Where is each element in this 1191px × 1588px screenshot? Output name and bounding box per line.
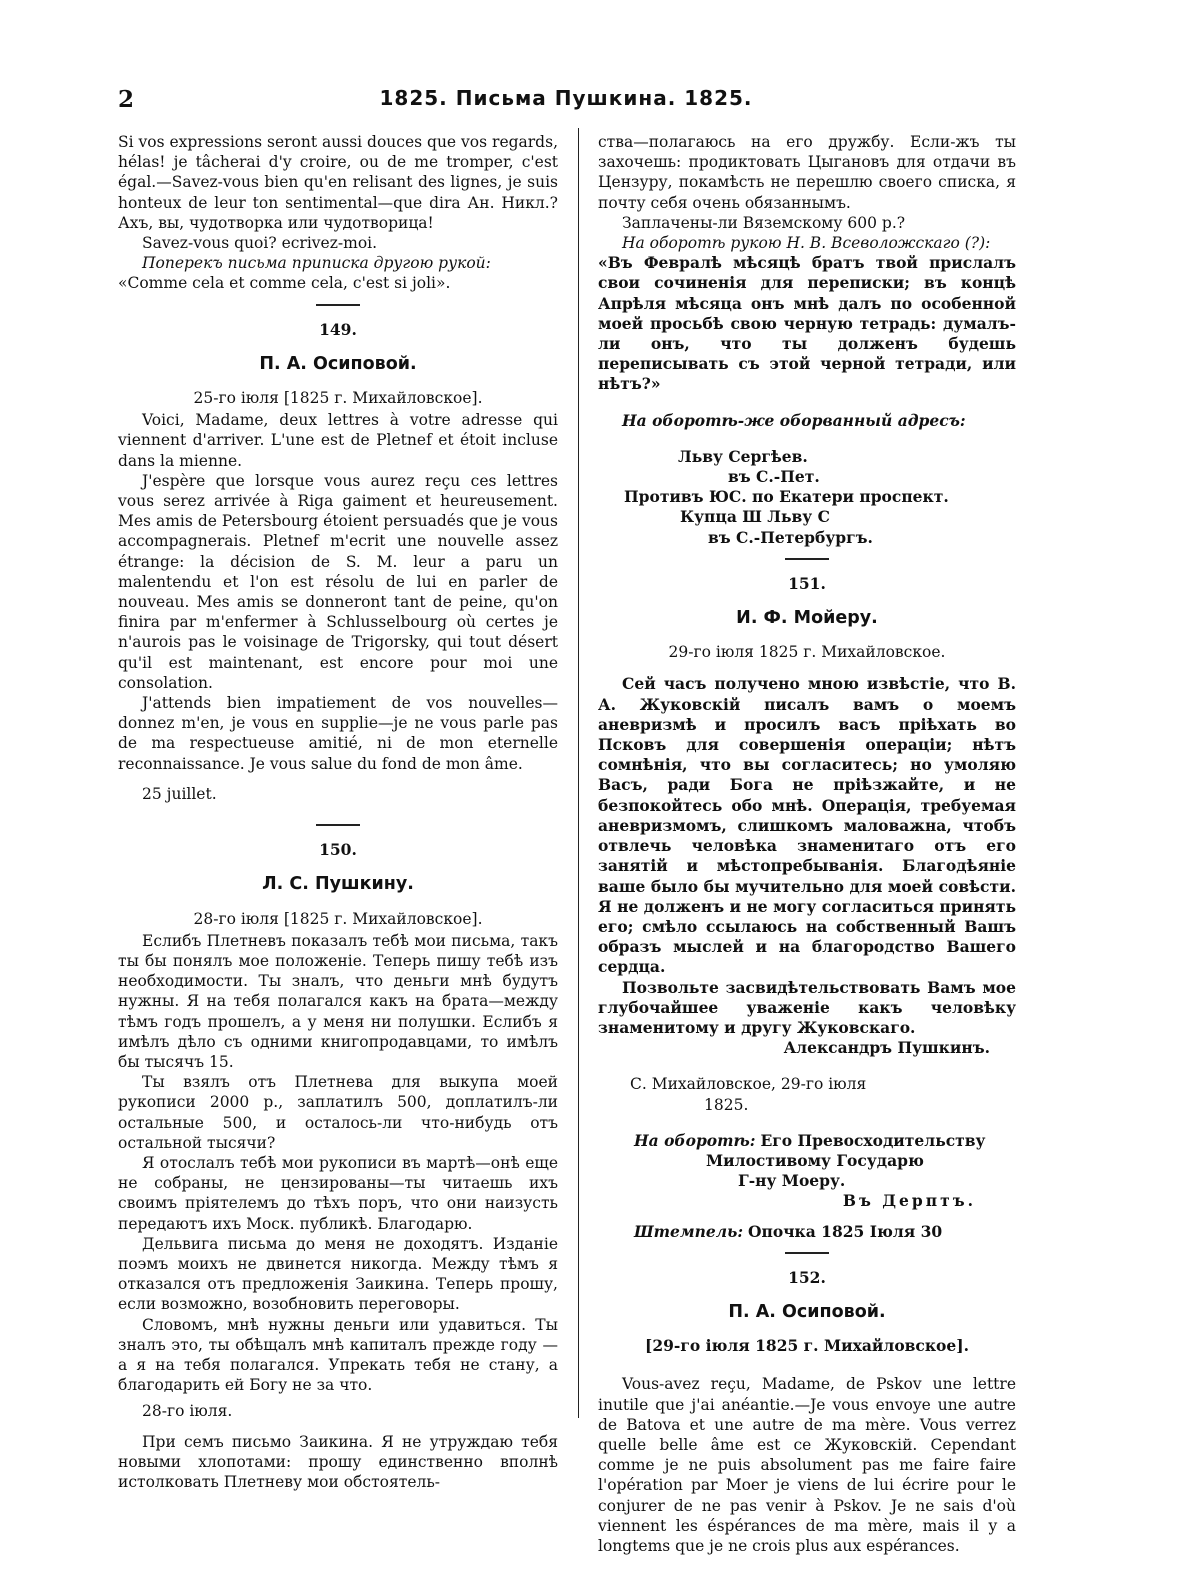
address-line: въ С.-Петербургъ. [708,527,873,547]
letter-date: 29-го іюля 1825 г. Михайловское. [668,643,946,662]
section-rule [316,304,360,306]
paragraph: При семъ письмо Заикина. Я не утруждаю тебя новыми хлопотами: прошу единственно вполнѣ истолковать Плетневу мои обстоятель- [118,1432,558,1491]
signature: Александръ Пушкинъ. [783,1038,990,1058]
paragraph: Еслибъ Плетневъ показалъ тебѣ мои письма, такъ ты бы понялъ мое положеніе. Теперь пишу тебѣ изъ необходимости. Ты зналъ, что деньги мнѣ будутъ нужны. Я на тебя полагался какъ на брата—между тѣмъ годъ прошелъ, а у меня ни полушки. Еслибъ я имѣлъ дѣло съ одними книгопродавцами, то имѣлъ бы тысячъ 15. [118,931,558,1071]
paragraph: J'espère que lorsque vous aurez reçu ces lettres vous serez arrivée à Riga gaiment et heureusement. Mes amis de Petersbourg étoient persuadés que je vous accompagnerais. Pletnef m'ecrit une nouvelle assez étrange: la décision de S. M. leur a paru un malentendu et l'on est résolu de lui en parler de nouveau. Mes amis se donneront tant de peine, qu'on finira par m'enfermer à Schlusselbourg où certes je n'aurois pas le voisinage de Trigorsky, qui tout désert qu'il est maintenant, est encore pour moi une consolation. [118,471,558,692]
letter-recipient: Л. С. Пушкину. [262,874,414,895]
note-label: На оборотѣ рукою Н. В. Всеволожскаго (?): [622,234,991,253]
letter-number: 152. [788,1267,826,1287]
place-date: 1825. [704,1095,749,1114]
reverse-line: Милостивому Государю [706,1150,924,1170]
section-rule [316,824,360,826]
address-line: Противъ ЮС. по Екатери проспект. [624,487,949,507]
section-rule [785,1252,829,1254]
letter-date: [29-го іюля 1825 г. Михайловское]. [645,1336,969,1356]
continued-text: ства—полагаюсь на его дружбу. Если-жъ ты захочешь: продиктовать Цыгановъ для отдачи въ Цензуру, покамѣсть не перешлю своего списка, я почту себя очень обязаннымъ. [598,133,1016,212]
right-column [598,132,1016,1556]
column-divider [578,128,579,1418]
letter-date: 28-го іюля [1825 г. Михайловское]. [193,909,483,928]
reverse-line: Его Превосходительству [760,1130,986,1150]
postscript-text: «Comme cela et comme cela, c'est si joli». [118,274,451,293]
stamp-text: Опочка 1825 Іюля 30 [748,1221,943,1241]
place-date: С. Михайловское, 29-го іюля [630,1075,867,1094]
address-label: На оборотѣ-же оборванный адресъ: [622,410,966,430]
paragraph: Я отослалъ тебѣ мои рукописи въ мартѣ—онѣ еще не собраны, не цензированы—ты читаешь ихъ своимъ пріятелемъ до тѣхъ поръ, что они наизусть передаютъ ихъ Моск. публикѣ. Благодарю. [118,1153,558,1233]
address-line: въ С.-Пет. [728,467,820,487]
letter-recipient: И. Ф. Мойеру. [736,608,878,629]
torn-address [598,447,1016,548]
address-line: Купца Ш Льву С [680,507,830,527]
stamp-label: Штемпель: [634,1221,744,1241]
reverse-label: На оборотѣ: [634,1130,756,1150]
paragraph: Vous-avez reçu, Madame, de Pskov une lettre inutile que j'ai anéantie.—Je vous envoye une autre de Batova et une autre de ma mère. Vous verrez quelle belle âme est ce Жуковскій. Cependant comme je ne puis absolument pas me faire faire l'opération par Moer je viens de lui écrire pour le conjurer de ne pas venir à Pskov. Je ne sais d'où viennent les éspérances de ma mère, mais il y a longtems que je ne crois plus aux espérances. [598,1375,1016,1555]
paragraph: Ты взялъ отъ Плетнева для выкупа моей рукописи 2000 р., заплатилъ 500, доплатилъ-ли остальные 500, и осталось-ли что-нибудь отъ остальной тысячи? [118,1073,558,1152]
running-header [118,86,1014,116]
postscript-label: Поперекъ письма приписка другою рукой: [142,254,491,273]
closing-date: 28-го іюля. [142,1402,233,1421]
paragraph: Позвольте засвидѣтельствовать Вамъ мое глубочайшее уваженіе какъ человѣку знаменитому и другу Жуковскаго. [598,977,1016,1037]
letter-number: 150. [319,840,357,860]
page-number: 2 [118,86,135,113]
paragraph: Дельвига письма до меня не доходятъ. Изданіе поэмъ моихъ не двинется никогда. Между тѣмъ я отказался отъ предложенія Заикина. Теперь прошу, если возможно, возобновить переговоры. [118,1234,558,1314]
address-line: Льву Сергѣев. [678,446,808,466]
letter-number: 151. [788,573,826,593]
paragraph: Voici, Madame, deux lettres à votre adresse qui viennent d'arriver. L'une est de Pletnef et étoit incluse dans la mienne. [118,411,558,470]
continued-text: Заплачены-ли Вяземскому 600 р.? [622,213,906,232]
closing-date: 25 juillet. [142,784,217,803]
letter-recipient: П. А. Осиповой. [728,1301,886,1322]
letter-date: 25-го іюля [1825 г. Михайловское]. [193,389,483,408]
section-rule [785,558,829,560]
paragraph: Сей часъ получено мною извѣстіе, что В. А. Жуковскій писалъ вамъ о моемъ аневризмѣ и просилъ васъ пріѣхать во Псковъ для совершенія операціи; нѣтъ сомнѣнія, что вы согласитесь; но умоляю Васъ, ради Бога не пріѣзжайте, и не безпокойтесь обо мнѣ. Операція, требуемая аневризмомъ, слишкомъ маловажна, чтобъ отвлечь человѣка знаменитаго отъ его занятій и мѣстопребыванія. Благодѣяніе ваше было бы мучительно для моей совѣсти. Я не долженъ и не могу согласиться принять его; смѣло ссылаюсь на собственный Вашъ образъ мыслей и на благородство Вашего сердца. [598,674,1016,977]
continued-text: Si vos expressions seront aussi douces que vos regards, hélas! je tâcherai d'y croire, ou de me tromper, c'est égal.—Savez-vous bien qu'en relisant des lignes, je suis honteux de leur ton sentimental—que dira Ан. Никл.? Ахъ, вы, чудотворка или чудотворица! [118,133,558,232]
paragraph: Словомъ, мнѣ нужны деньги или удавиться. Ты зналъ это, ты обѣщалъ мнѣ капиталъ прежде году — а я на тебя полагался. Упрекать тебя не стану, а благодарить ей Богу не за что. [118,1315,558,1395]
running-title: 1825. Письма Пушкина. 1825. [379,86,753,110]
note-text: «Въ Февралѣ мѣсяцѣ братъ твой прислалъ свои сочиненія для переписки; въ концѣ Апрѣля мѣсяца онъ мнѣ далъ по особенной моей просьбѣ свою черную тетрадь: думалъ-ли онъ, что ты долженъ будешь переписывать съ этой черной тетради, или нѣтъ?» [598,253,1016,394]
reverse-line: Въ Дерптъ. [842,1191,976,1211]
letter-number: 149. [319,319,357,339]
continued-text: Savez-vous quoi? ecrivez-moi. [142,234,378,253]
left-column [118,132,558,1492]
reverse-line: Г-ну Моеру. [738,1171,846,1191]
paragraph: J'attends bien impatiement de vos nouvelles—donnez m'en, je vous en supplie—je ne vous parle pas de ma respectueuse amitié, ni de mon eternelle reconnaissance. Je vous salue du fond de mon âme. [118,694,558,773]
letter-recipient: П. А. Осиповой. [259,353,417,374]
